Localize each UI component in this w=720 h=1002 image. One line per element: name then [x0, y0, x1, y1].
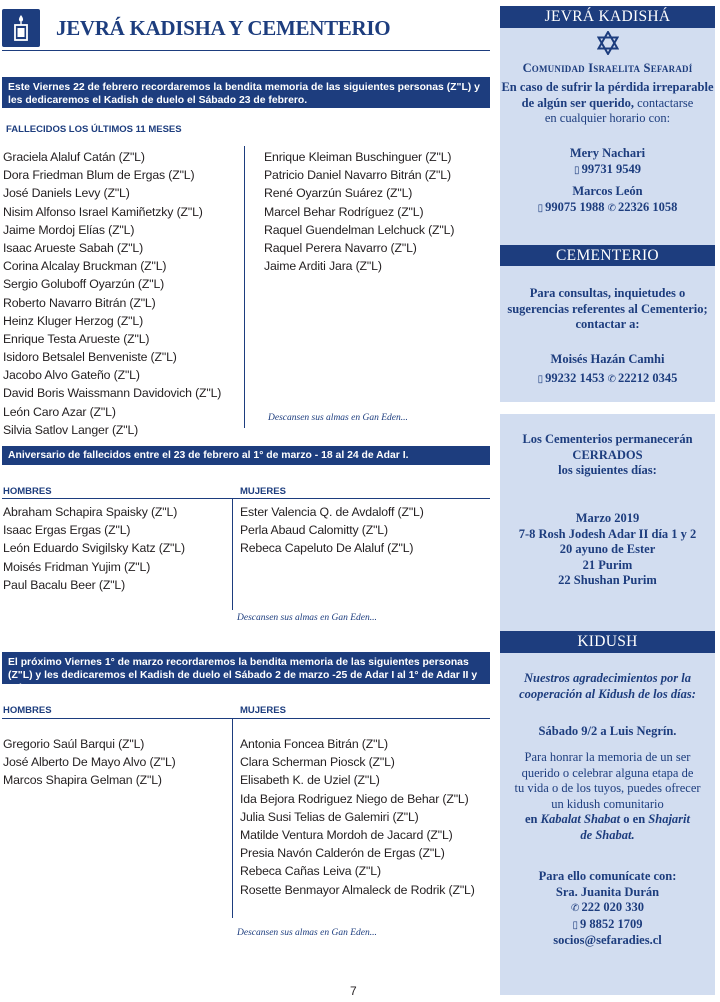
star-of-david-icon [597, 31, 619, 55]
list-item: Elisabeth K. de Uziel (Z"L) [240, 773, 380, 788]
list-item: Raquel Guendelman Lelchuck (Z"L) [264, 222, 455, 237]
cementerio-phone-line [500, 371, 715, 388]
list-item: Isidoro Betsalel Benveniste (Z"L) [3, 350, 177, 365]
closures-dates [500, 511, 715, 589]
jevra-heading: JEVRÁ KADISHÁ [500, 6, 715, 28]
cementerio-mobile[interactable]: 99232 1453 [545, 371, 605, 385]
telephone-icon: ✆ [607, 203, 617, 214]
section2-men-heading: HOMBRES [3, 486, 52, 497]
list-item: Silvia Satlov Langer (Z"L) [3, 422, 139, 437]
kidush-email-link[interactable]: socios@sefaradies.cl [553, 933, 662, 947]
section3-women-list [240, 735, 475, 899]
list-item: René Oyarzún Suárez (Z"L) [264, 186, 413, 201]
kidush-thanks-entry: Sábado 9/2 a Luis Negrín. [538, 724, 677, 738]
contact1-phone-line [500, 162, 715, 179]
kidush-honor-line4: un kidush comunitario [551, 796, 664, 811]
mobile-phone-icon: ▯ [537, 374, 544, 385]
section1-column-divider [244, 146, 245, 428]
list-item: José Alberto De Mayo Alvo (Z"L) [3, 755, 176, 770]
jevra-intro-line3: en cualquier horario con: [544, 111, 671, 125]
cementerio-contact-name: Moisés Hazán Camhi [550, 352, 665, 366]
mobile-phone-icon: ▯ [574, 165, 580, 176]
kidush-honor-o: o en [620, 812, 649, 826]
kidush-thanks-line2: cooperación al Kidush de los días: [519, 686, 696, 701]
list-item: Moisés Fridman Yujim (Z"L) [3, 559, 151, 574]
list-item: Paul Bacalu Beer (Z"L) [3, 577, 126, 592]
list-item: Ida Bejora Rodriguez Niego de Behar (Z"L) [240, 791, 469, 806]
page-number: 7 [350, 984, 357, 998]
kidush-thanks [500, 671, 715, 702]
list-item: Rebeca Capeluto De Alaluf (Z"L) [240, 541, 414, 556]
section2-column-divider [232, 498, 233, 610]
community-name: Comunidad Israelita Sefaradí [522, 61, 693, 75]
section1-right-list [264, 148, 454, 275]
cementerio-text-line1: Para consultas, inquietudes o [529, 286, 686, 300]
list-item: León Caro Azar (Z"L) [3, 404, 116, 419]
jevra-intro-line1: En caso de sufrir la pérdida irreparable [501, 80, 714, 94]
section2-women-list [240, 503, 424, 558]
kidush-honor-line1: Para honrar la memoria de un ser [524, 750, 691, 764]
cementerio-phone[interactable]: 22212 0345 [618, 371, 678, 385]
cementerio-text-line3: contactar a: [575, 317, 640, 331]
kidush-honor-line3: tu vida o de los tuyos, puedes ofrecer [514, 781, 701, 795]
kidush-honor-line6: de Shabat. [580, 827, 635, 842]
list-item: Jaime Arditi Jara (Z"L) [264, 259, 382, 274]
closure-date: 22 Shushan Purim [558, 573, 657, 587]
section1-left-list [3, 148, 221, 439]
list-item: Enrique Kleiman Buschinguer (Z"L) [264, 150, 452, 164]
list-item: Jacobo Alvo Gateño (Z"L) [3, 368, 140, 383]
title-rule [2, 50, 490, 51]
section3-banner: El próximo Viernes 1° de marzo recordaremos la bendita memoria de las siguientes personas (Z"L) y les dedicaremos el Kadish de duelo el Sábado 2 de marzo -25 de Adar I al 1° de Adar II y Adar. [2, 652, 490, 684]
section2-men-list [3, 503, 185, 594]
contact1-name: Mery Nachari [569, 146, 646, 160]
closure-date: 7-8 Rosh Jodesh Adar II día 1 y 2 [518, 526, 697, 541]
kidush-contact [500, 869, 715, 949]
closures-line2: CERRADOS [572, 447, 643, 462]
jevra-intro [500, 80, 715, 127]
list-item: Enrique Testa Arueste (Z"L) [3, 331, 150, 346]
section2-closing: Descansen sus almas en Gan Eden... [237, 613, 377, 623]
closures-line3: los siguientes días: [558, 463, 657, 477]
section3-heading-rule [2, 718, 490, 719]
kidush-phone[interactable]: 222 020 330 [581, 900, 644, 914]
section3-closing: Descansen sus almas en Gan Eden... [237, 928, 377, 938]
sidebar-gap [500, 402, 715, 414]
section3-men-heading: HOMBRES [3, 705, 52, 716]
list-item: Roberto Navarro Bitrán (Z"L) [3, 295, 156, 310]
contact1-mobile[interactable]: 99731 9549 [581, 162, 641, 176]
list-item: Marcel Behar Rodríguez (Z"L) [264, 204, 424, 219]
kidush-heading: KIDUSH [500, 631, 715, 653]
list-item: Antonia Foncea Bitrán (Z"L) [240, 737, 388, 751]
kidush-contact-name: Sra. Juanita Durán [555, 884, 660, 899]
kidush-honor [500, 750, 715, 843]
kidush-honor-en: en [525, 812, 541, 826]
telephone-icon: ✆ [571, 903, 580, 914]
list-item: Dora Friedman Blum de Ergas (Z"L) [3, 168, 195, 183]
section2-heading-rule [2, 498, 490, 499]
section3-men-list [3, 735, 176, 790]
list-item: Marcos Shapira Gelman (Z"L) [3, 773, 162, 788]
closures-notice [500, 432, 715, 479]
list-item: Rebeca Cañas Leiva (Z"L) [240, 864, 381, 879]
kidush-kabalat: Kabalat Shabat [540, 812, 621, 826]
contact2-mobile[interactable]: 99075 1988 [545, 200, 605, 214]
list-item: Julia Susi Telias de Galemiri (Z"L) [240, 809, 419, 824]
list-item: León Eduardo Svigilsky Katz (Z"L) [3, 541, 185, 556]
list-item: Clara Scherman Piosck (Z"L) [240, 755, 395, 770]
cementerio-text [500, 286, 715, 333]
cementerio-text-line2: sugerencias referentes al Cementerio; [507, 301, 708, 316]
list-item: Heinz Kluger Herzog (Z"L) [3, 313, 144, 328]
closure-date: 20 ayuno de Ester [559, 542, 656, 556]
jevra-intro-line2: de algún ser querido, [521, 95, 634, 110]
list-item: Presia Navón Calderón de Ergas (Z"L) [240, 846, 445, 861]
logo-badge [2, 9, 40, 47]
list-item: Jaime Mordoj Elías (Z"L) [3, 222, 135, 237]
kidush-contact-intro: Para ello comunícate con: [538, 869, 677, 883]
list-item: José Daniels Levy (Z"L) [3, 186, 130, 201]
section3-column-divider [232, 718, 233, 918]
mobile-phone-icon: ▯ [572, 919, 578, 931]
kidush-shajarit: Shajarit [648, 812, 690, 826]
contact2-phone[interactable]: 22326 1058 [618, 200, 678, 214]
list-item: Perla Abaud Calomitty (Z"L) [240, 523, 388, 538]
telephone-icon: ✆ [607, 374, 617, 385]
section1-closing: Descansen sus almas en Gan Eden... [268, 413, 408, 423]
list-item: Sergio Goluboff Oyarzún (Z"L) [3, 277, 165, 292]
kidush-honor-line2: querido o celebrar alguna etapa de [521, 765, 694, 780]
page-title: JEVRÁ KADISHA Y CEMENTERIO [56, 16, 391, 40]
list-item: Matilde Ventura Mordoh de Jacard (Z"L) [240, 827, 453, 842]
section1-banner: Este Viernes 22 de febrero recordaremos la bendita memoria de las siguientes personas (Z"L) y les dedicaremos el Kadish de duelo el Sábado 23 de febrero. [2, 77, 490, 108]
kidush-thanks-line1: Nuestros agradecimientos por la [523, 671, 692, 685]
list-item: Isaac Ergas Ergas (Z"L) [3, 523, 131, 538]
list-item: Graciela Alaluf Catán (Z"L) [3, 150, 145, 164]
section3-women-heading: MUJERES [240, 705, 286, 716]
list-item: Patricio Daniel Navarro Bitrán (Z"L) [264, 168, 451, 183]
list-item: Ester Valencia Q. de Avdaloff (Z"L) [240, 505, 424, 519]
list-item: Isaac Arueste Sabah (Z"L) [3, 240, 144, 255]
list-item: Raquel Perera Navarro (Z"L) [264, 240, 417, 255]
list-item: David Boris Waissmann Davidovich (Z"L) [3, 386, 222, 401]
kidush-mobile[interactable]: 9 8852 1709 [580, 916, 643, 931]
list-item: Abraham Schapira Spaisky (Z"L) [3, 505, 178, 519]
list-item: Corina Alcalay Bruckman (Z"L) [3, 259, 167, 274]
memorial-candle-icon [2, 9, 40, 47]
closures-line1: Los Cementerios permanecerán [522, 432, 693, 446]
section1-subheading: FALLECIDOS LOS ÚLTIMOS 11 MESES [6, 124, 182, 135]
mobile-phone-icon: ▯ [537, 203, 544, 214]
section2-banner: Aniversario de fallecidos entre el 23 de febrero al 1° de marzo - 18 al 24 de Adar I. [2, 446, 490, 465]
section2-women-heading: MUJERES [240, 486, 286, 497]
contact2-name: Marcos León [572, 184, 643, 198]
closure-date: 21 Purim [582, 557, 633, 572]
cementerio-heading: CEMENTERIO [500, 245, 715, 266]
closures-month: Marzo 2019 [575, 511, 640, 525]
jevra-intro-line2b: contactarse [633, 95, 694, 110]
contact2-phone-line [500, 200, 715, 217]
list-item: Gregorio Saúl Barqui (Z"L) [3, 737, 145, 751]
list-item: Nisim Alfonso Israel Kamiñetzky (Z"L) [3, 204, 203, 219]
list-item: Rosette Benmayor Almaleck de Rodrik (Z"L) [240, 882, 475, 897]
